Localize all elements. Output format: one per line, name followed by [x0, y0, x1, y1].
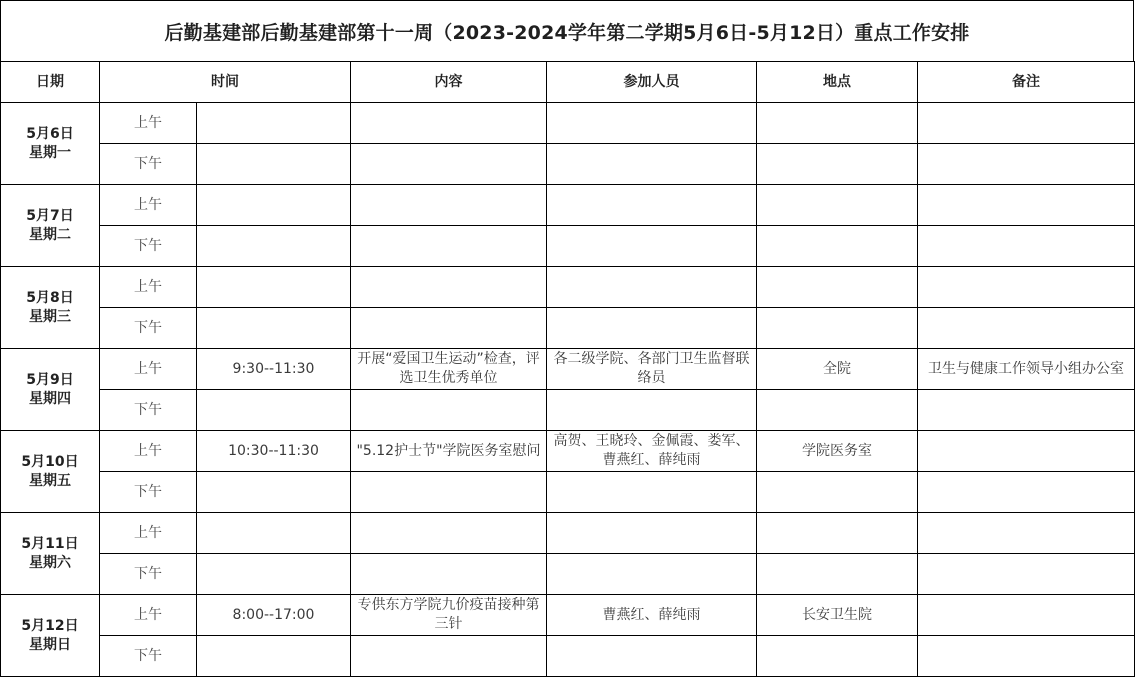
time-cell — [197, 185, 351, 226]
date-cell — [1, 595, 100, 677]
header-time: 时间 — [100, 62, 351, 103]
location-cell — [757, 513, 918, 554]
content-cell — [351, 308, 547, 349]
location-cell — [757, 472, 918, 513]
weekday-label: 星期五 — [29, 472, 71, 489]
date-label: 5月11日 — [21, 535, 79, 552]
time-cell — [197, 308, 351, 349]
content-cell: "5.12护士节"学院医务室慰问 — [351, 431, 547, 472]
schedule-table — [0, 61, 1135, 677]
remarks-cell — [918, 513, 1135, 554]
participants-cell — [547, 226, 757, 267]
time-cell — [197, 144, 351, 185]
table-row — [1, 390, 1135, 431]
date-label: 5月10日 — [21, 453, 79, 470]
location-cell — [757, 390, 918, 431]
time-cell — [197, 554, 351, 595]
remarks-cell — [918, 636, 1135, 677]
date-cell — [1, 513, 100, 595]
table-row — [1, 513, 1135, 554]
participants-cell — [547, 472, 757, 513]
participants-cell — [547, 308, 757, 349]
time-cell — [197, 390, 351, 431]
location-cell: 长安卫生院 — [757, 595, 918, 636]
weekday-label: 星期三 — [29, 308, 71, 325]
period-cell: 上午 — [100, 185, 197, 226]
location-cell — [757, 185, 918, 226]
location-cell — [757, 103, 918, 144]
remarks-cell — [918, 267, 1135, 308]
content-cell — [351, 226, 547, 267]
time-cell — [197, 226, 351, 267]
remarks-cell — [918, 390, 1135, 431]
header-content: 内容 — [351, 62, 547, 103]
content-cell: 专供东方学院九价疫苗接种第三针 — [351, 595, 547, 636]
remarks-cell — [918, 144, 1135, 185]
content-cell — [351, 472, 547, 513]
participants-cell — [547, 636, 757, 677]
period-cell: 下午 — [100, 554, 197, 595]
remarks-cell — [918, 308, 1135, 349]
content-cell — [351, 513, 547, 554]
header-remarks: 备注 — [918, 62, 1135, 103]
date-cell — [1, 431, 100, 513]
table-row — [1, 103, 1135, 144]
table-row — [1, 554, 1135, 595]
remarks-cell — [918, 595, 1135, 636]
period-cell: 下午 — [100, 390, 197, 431]
remarks-cell — [918, 185, 1135, 226]
weekday-label: 星期六 — [29, 554, 71, 571]
date-label: 5月8日 — [26, 289, 74, 306]
participants-cell — [547, 390, 757, 431]
remarks-cell — [918, 472, 1135, 513]
period-cell: 下午 — [100, 308, 197, 349]
table-row — [1, 144, 1135, 185]
location-cell — [757, 267, 918, 308]
remarks-cell — [918, 431, 1135, 472]
weekday-label: 星期二 — [29, 226, 71, 243]
content-cell — [351, 103, 547, 144]
period-cell: 上午 — [100, 267, 197, 308]
content-cell — [351, 636, 547, 677]
location-cell — [757, 226, 918, 267]
table-row — [1, 595, 1135, 636]
date-cell — [1, 185, 100, 267]
period-cell: 上午 — [100, 349, 197, 390]
table-row — [1, 349, 1135, 390]
table-row — [1, 226, 1135, 267]
content-cell — [351, 144, 547, 185]
date-cell — [1, 267, 100, 349]
header-date: 日期 — [1, 62, 100, 103]
schedule-body — [1, 103, 1135, 677]
period-cell: 下午 — [100, 144, 197, 185]
period-cell: 上午 — [100, 103, 197, 144]
time-cell — [197, 513, 351, 554]
time-cell: 10:30--11:30 — [197, 431, 351, 472]
date-cell — [1, 349, 100, 431]
content-cell — [351, 185, 547, 226]
period-cell: 下午 — [100, 636, 197, 677]
participants-cell — [547, 144, 757, 185]
weekday-label: 星期一 — [29, 144, 71, 161]
table-row — [1, 185, 1135, 226]
time-cell — [197, 472, 351, 513]
remarks-cell — [918, 554, 1135, 595]
period-cell: 上午 — [100, 513, 197, 554]
time-cell: 9:30--11:30 — [197, 349, 351, 390]
participants-cell — [547, 554, 757, 595]
location-cell — [757, 144, 918, 185]
remarks-cell — [918, 103, 1135, 144]
table-row — [1, 267, 1135, 308]
table-row — [1, 636, 1135, 677]
weekday-label: 星期四 — [29, 390, 71, 407]
content-cell — [351, 390, 547, 431]
time-cell — [197, 636, 351, 677]
header-participants: 参加人员 — [547, 62, 757, 103]
period-cell: 下午 — [100, 472, 197, 513]
location-cell — [757, 636, 918, 677]
table-row — [1, 472, 1135, 513]
period-cell: 上午 — [100, 595, 197, 636]
date-label: 5月6日 — [26, 125, 74, 142]
participants-cell: 各二级学院、各部门卫生监督联络员 — [547, 349, 757, 390]
weekday-label: 星期日 — [29, 636, 71, 653]
time-cell — [197, 103, 351, 144]
location-cell: 学院医务室 — [757, 431, 918, 472]
participants-cell — [547, 103, 757, 144]
page-title: 后勤基建部后勤基建部第十一周（2023-2024学年第二学期5月6日-5月12日）重点工作安排 — [0, 0, 1134, 61]
content-cell: 开展“爱国卫生运动”检查，评选卫生优秀单位 — [351, 349, 547, 390]
remarks-cell: 卫生与健康工作领导小组办公室 — [918, 349, 1135, 390]
period-cell: 上午 — [100, 431, 197, 472]
location-cell — [757, 308, 918, 349]
table-row — [1, 308, 1135, 349]
time-cell: 8:00--17:00 — [197, 595, 351, 636]
participants-cell — [547, 513, 757, 554]
participants-cell — [547, 267, 757, 308]
location-cell — [757, 554, 918, 595]
table-row — [1, 431, 1135, 472]
content-cell — [351, 267, 547, 308]
date-label: 5月9日 — [26, 371, 74, 388]
participants-cell — [547, 185, 757, 226]
location-cell: 全院 — [757, 349, 918, 390]
date-label: 5月7日 — [26, 207, 74, 224]
date-label: 5月12日 — [21, 617, 79, 634]
participants-cell: 高贺、王晓玲、金佩霞、娄军、曹燕红、薛纯雨 — [547, 431, 757, 472]
header-location: 地点 — [757, 62, 918, 103]
period-cell: 下午 — [100, 226, 197, 267]
content-cell — [351, 554, 547, 595]
header-row — [1, 62, 1135, 103]
remarks-cell — [918, 226, 1135, 267]
participants-cell: 曹燕红、薛纯雨 — [547, 595, 757, 636]
time-cell — [197, 267, 351, 308]
date-cell — [1, 103, 100, 185]
